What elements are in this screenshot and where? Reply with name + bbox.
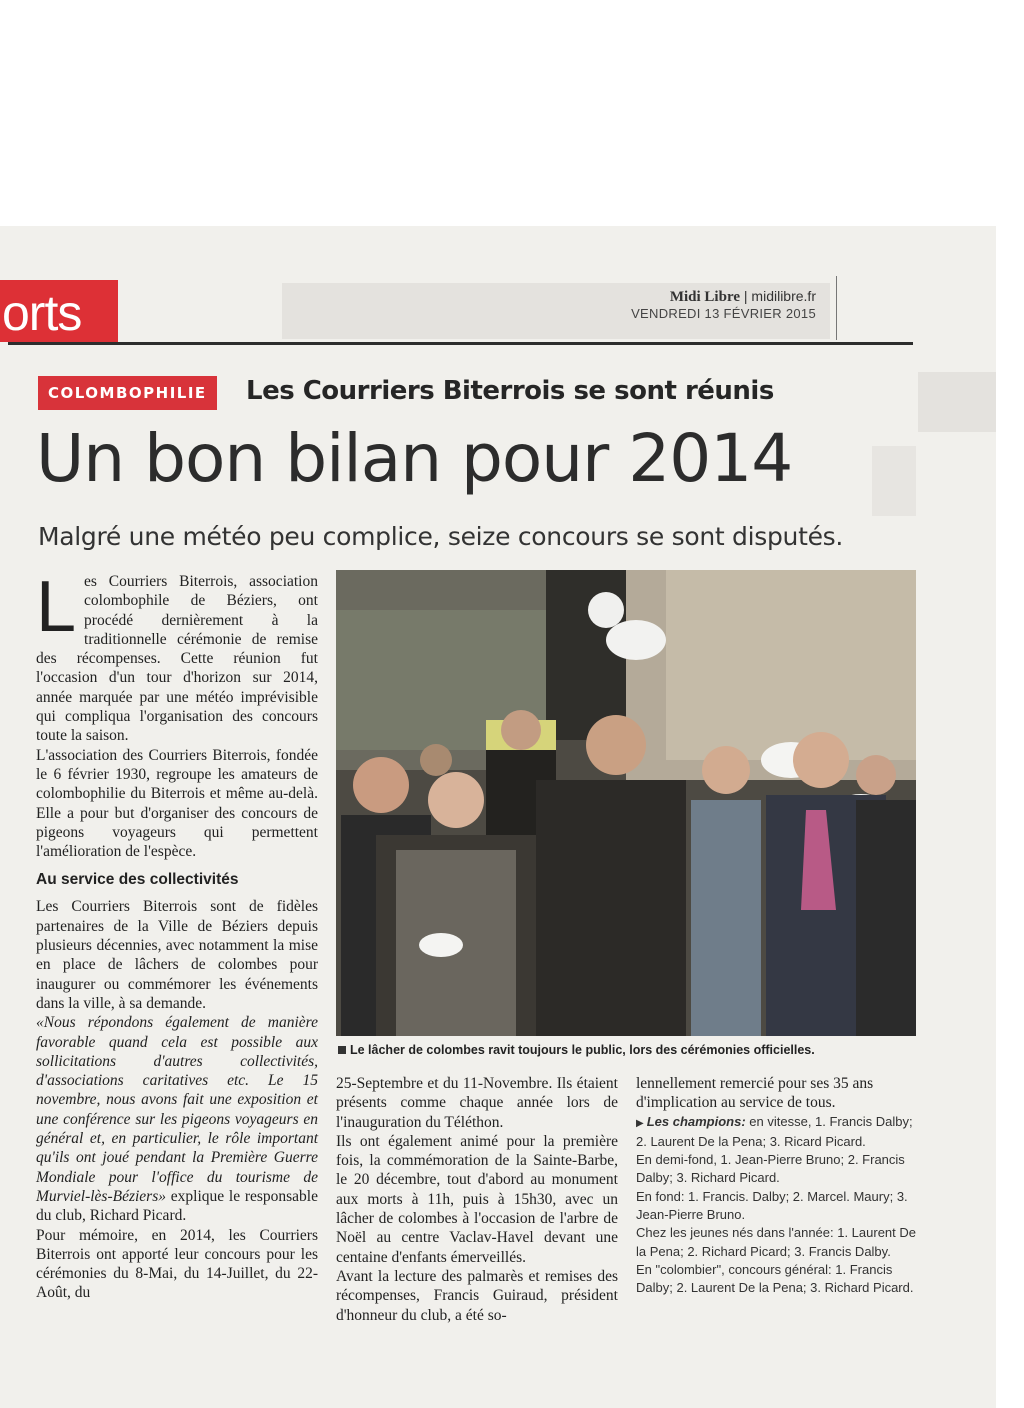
champions-fond: En fond: 1. Francis. Dalby; 2. Marcel. Maury; 3. Jean-Pierre Bruno.: [636, 1188, 908, 1223]
paragraph-thanks: lennellement remercié pour ses 35 ans d'implication au service de tous.: [636, 1075, 874, 1112]
champions-colombier: En "colombier", concours général: 1. Francis Dalby; 2. Laurent De la Pena; 3. Richard Picard.: [636, 1261, 914, 1296]
paper-name: Midi Libre: [669, 289, 740, 305]
paragraph-sainte-barbe: Ils ont également animé pour la première fois, la commémoration de la Sainte-Barbe, le 20 décembre, tout d'abord au monument aux morts à 11h, puis à 15h30, avec un lâcher de colombes à l'occasion de l'arbre de Noël au centre Vaclav-Havel devant une centaine d'enfants émerveillés.: [336, 1132, 618, 1266]
photo-caption-text: Le lâcher de colombes ravit toujours le public, lors des cérémonies officielles.: [350, 1043, 815, 1057]
article-subhead: Les Courriers Biterrois se sont réunis: [246, 376, 774, 406]
adjacent-column-fragment: [918, 372, 996, 432]
article-photo: [336, 570, 916, 1036]
paper-site: midilibre.fr: [751, 288, 816, 304]
column-1: [36, 567, 318, 1303]
section-tab: [0, 280, 118, 342]
caption-bullet: [338, 1046, 346, 1054]
triangle-bullet-icon: ▶: [636, 1117, 644, 1129]
champions-vitesse: [636, 1113, 916, 1152]
masthead: Midi Libre | midilibre.fr VENDREDI 13 FÉVRIER 2015: [631, 288, 816, 321]
champions-jeunes: Chez les jeunes nés dans l'année: 1. Laurent De la Pena; 2. Richard Picard; 3. Francis Dalby.: [636, 1225, 917, 1259]
champions-vitesse-text: en vitesse, 1. Francis Dalby; 2. Laurent De la Pena; 3. Ricard Picard.: [636, 1113, 913, 1149]
issue-date: VENDREDI 13 FÉVRIER 2015: [631, 306, 816, 321]
header-rule: [8, 342, 913, 345]
article-deck: Malgré une météo peu complice, seize concours se sont disputés.: [38, 522, 844, 551]
masthead-divider: [836, 276, 837, 340]
column-2: [336, 1074, 618, 1325]
paragraph-association: L'association des Courriers Biterrois, fondée le 6 février 1930, regroupe les amateurs de colombophilie du Biterrois et même au-delà. Elle a pour but d'organiser des concours de pigeons voyageurs qui permettent l'amélioration de l'espèce.: [36, 746, 318, 861]
champions-demi-fond: En demi-fond, 1. Jean-Pierre Bruno; 2. Francis Dalby; 3. Richard Picard.: [636, 1152, 905, 1186]
column-3: [636, 1074, 916, 1298]
quote-attribution: explique le responsable du club, Richard Picard.: [36, 1187, 318, 1225]
category-kicker: COLOMBOPHILIE: [38, 376, 217, 410]
adjacent-text-fragment: [872, 446, 916, 516]
quote-picard: «Nous répondons également de manière favorable quand cela est possible aux sollicitations d'autres collectivités, d'associations caritatives etc. Le 15 novembre, nous avons fait une exposition et une conférence sur les pigeons voyageurs en général et, en particulier, le rôle important qu'ils ont joué pendant la Première Guerre Mondiale pour l'office du tourisme de Murviel-lès-Béziers»: [36, 1014, 318, 1205]
drop-cap: L: [36, 567, 77, 647]
paragraph-intro: es Courriers Biterrois, association colombophile de Béziers, ont procédé dernièrement à la traditionnelle cérémonie de remise des récompenses. Cette réunion fut l'occasion d'un tour d'horizon sur 2014, année marquée par une météo imprévisible qui compliqua l'organisation des concours toute la saison.: [36, 573, 318, 745]
section-tab-label: orts: [2, 285, 82, 341]
paragraph-ceremonies: 25-Septembre et du 11-Novembre. Ils étaient présents comme chaque année lors de l'inauguration du Téléthon.: [336, 1075, 618, 1131]
section-heading: Au service des collectivités: [36, 871, 239, 889]
article-headline: Un bon bilan pour 2014: [36, 420, 793, 497]
paragraph-memo: Pour mémoire, en 2014, les Courriers Biterrois ont apporté leur concours pour les cérémonies du 8-Mai, du 14-Juillet, du 22-Août, du: [36, 1226, 318, 1302]
champions-label: Les champions:: [646, 1113, 746, 1129]
paragraph-partners: Les Courriers Biterrois sont de fidèles partenaires de la Ville de Béziers depuis plusieurs décennies, avec notamment la mise en place de lâchers de colombes pour inaugurer ou commémorer les événements dans la ville, à sa demande.: [36, 898, 318, 1012]
paragraph-guiraud: Avant la lecture des palmarès et remises des récompenses, Francis Guiraud, président d'honneur du club, a été so-: [336, 1267, 618, 1324]
photo-caption: [338, 1043, 815, 1057]
